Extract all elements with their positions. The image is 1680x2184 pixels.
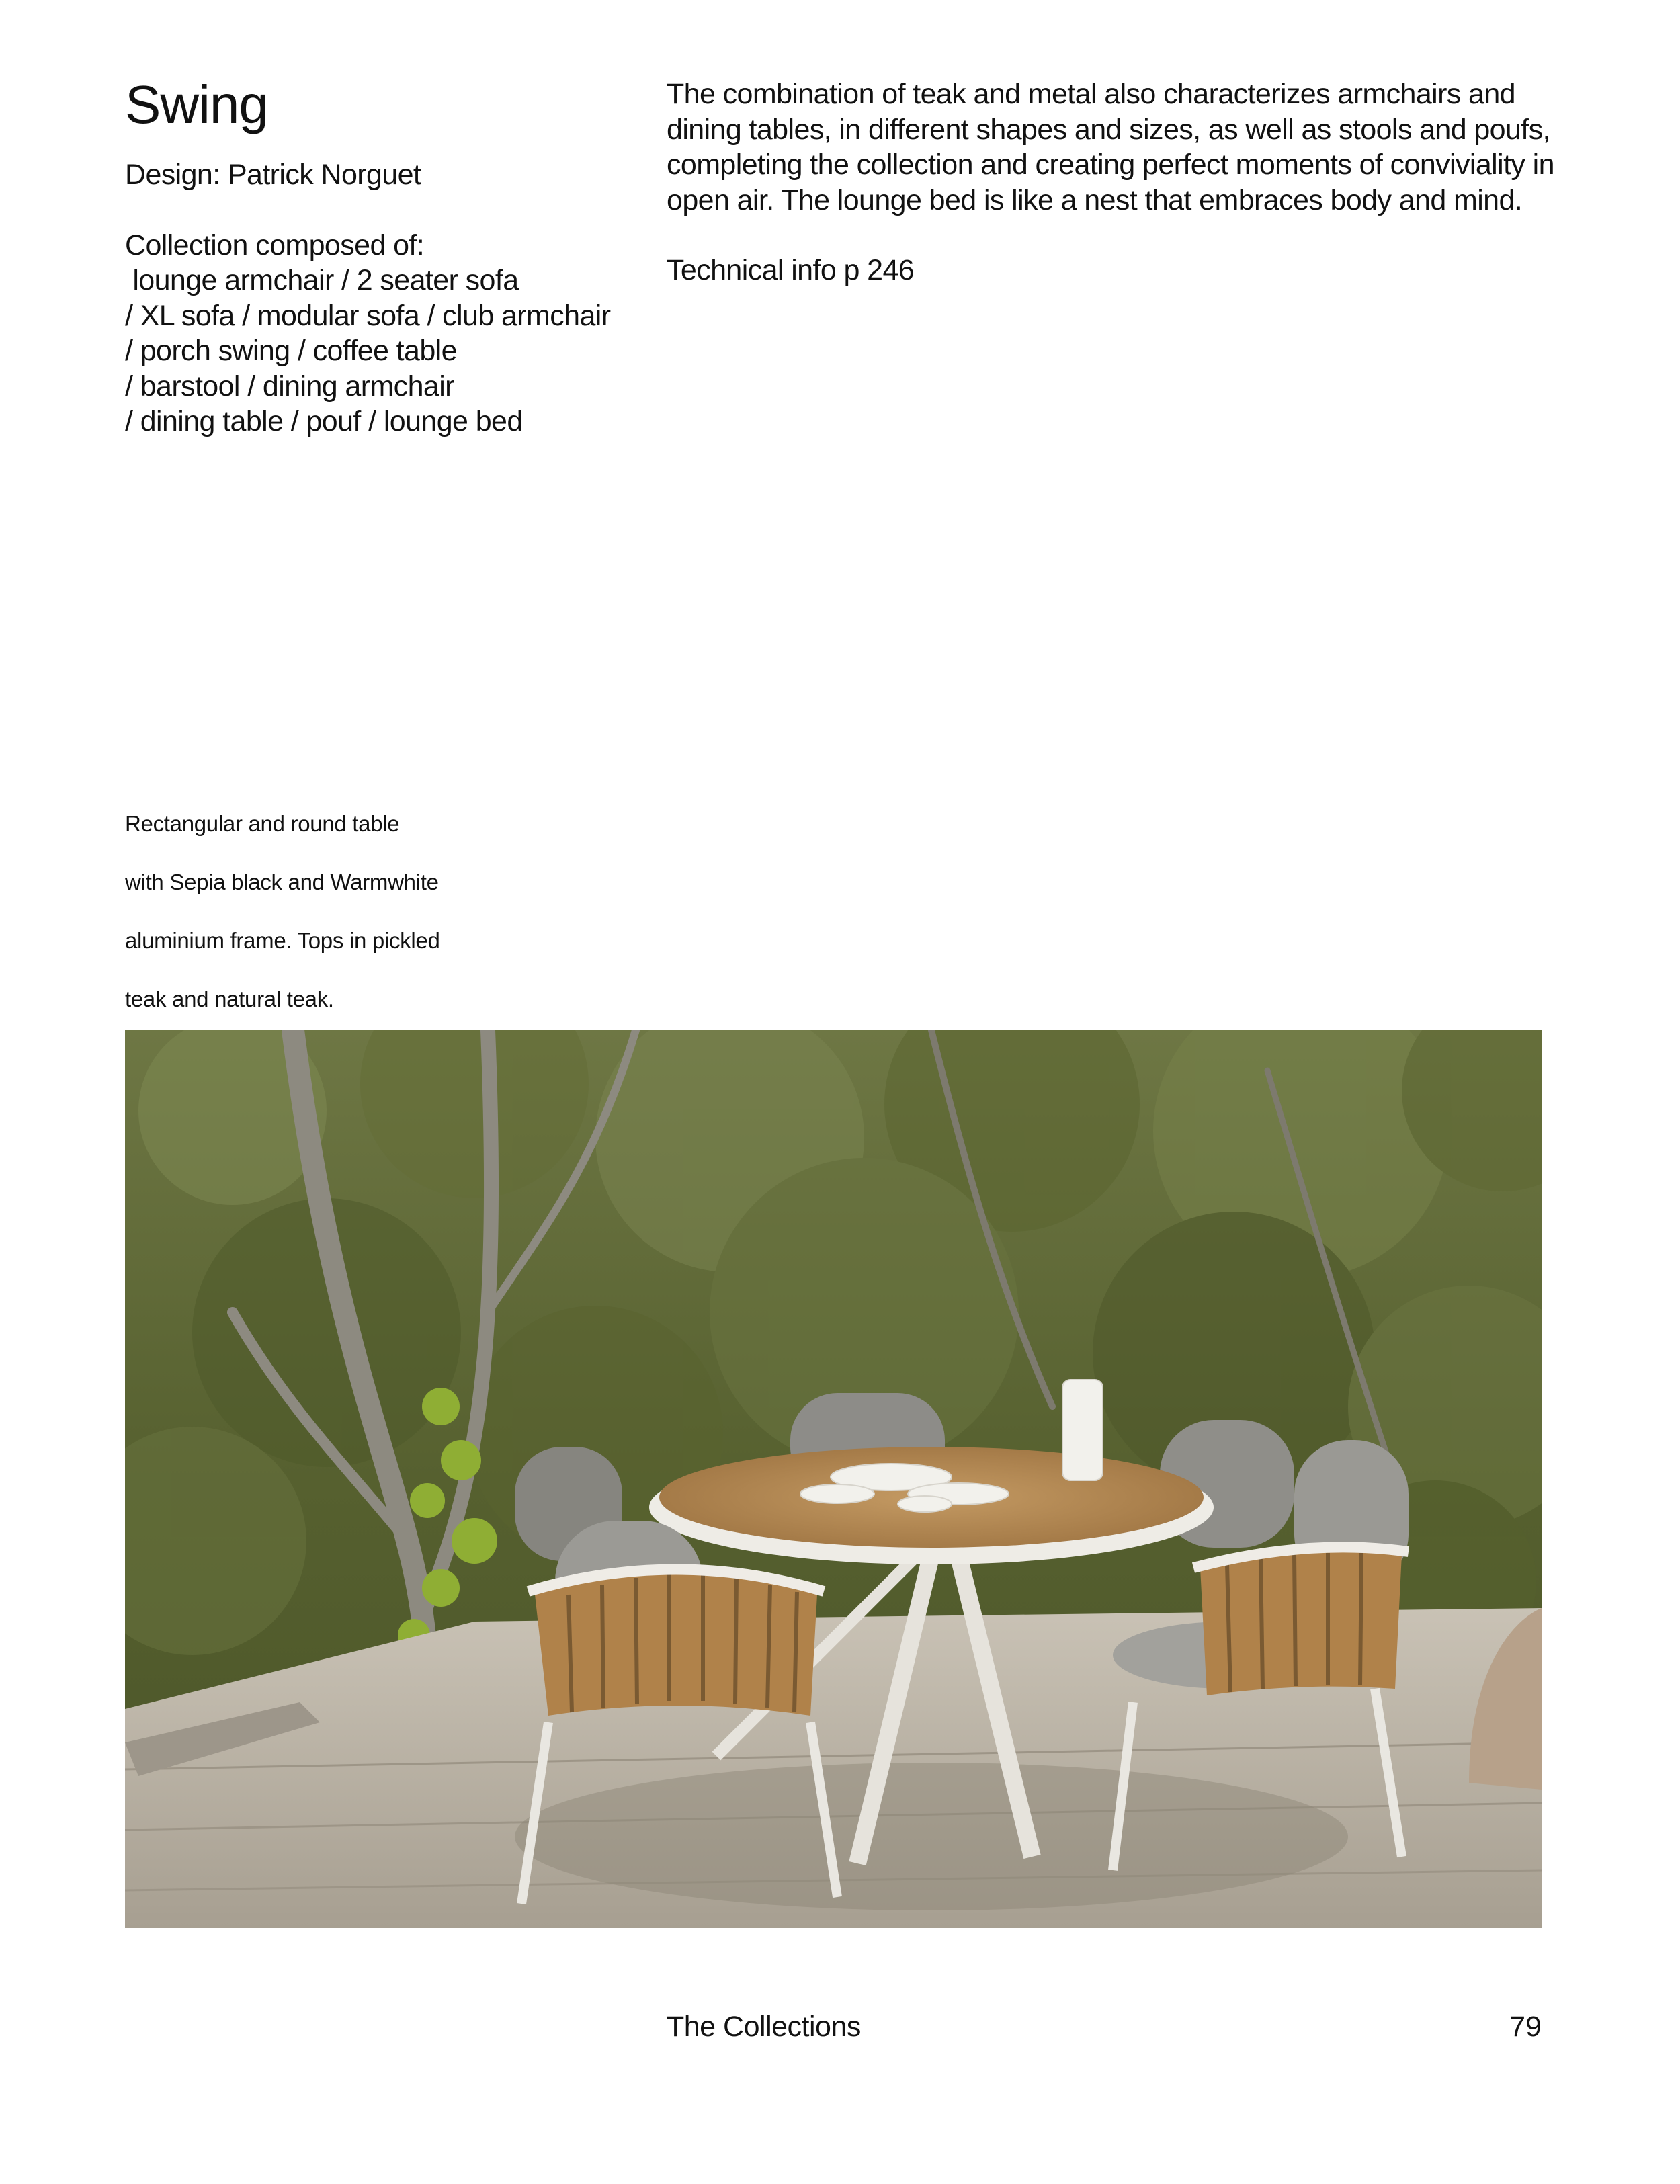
caption-line: teak and natural teak. bbox=[125, 986, 334, 1012]
intro-line: open air. The lounge bed is like a nest that embraces body and mind. bbox=[667, 183, 1523, 216]
table-shadow bbox=[515, 1763, 1348, 1910]
collection-info bbox=[125, 157, 636, 439]
footer-section-title: The Collections bbox=[667, 2011, 861, 2043]
product-photo bbox=[125, 1030, 1542, 1928]
collection-line: / dining table / pouf / lounge bed bbox=[125, 405, 523, 437]
page-title: Swing bbox=[125, 75, 268, 134]
intro-line: The combination of teak and metal also characterizes armchairs and bbox=[667, 78, 1515, 110]
collection-line: / barstool / dining armchair bbox=[125, 370, 454, 403]
caption-line: aluminium frame. Tops in pickled bbox=[125, 927, 440, 953]
description bbox=[667, 77, 1567, 288]
collection-line: / porch swing / coffee table bbox=[125, 335, 457, 367]
page-number: 79 bbox=[1509, 2011, 1542, 2043]
collection-line: / XL sofa / modular sofa / club armchair bbox=[125, 299, 611, 332]
designer-credit: Design: Patrick Norguet bbox=[125, 159, 421, 191]
intro-line: dining tables, in different shapes and sizes, as well as stools and poufs, bbox=[667, 113, 1550, 146]
collection-line: lounge armchair / 2 seater sofa bbox=[125, 264, 519, 296]
collection-heading: Collection composed of: bbox=[125, 228, 425, 261]
caption-line: with Sepia black and Warmwhite bbox=[125, 869, 439, 894]
caption-line: Rectangular and round table bbox=[125, 810, 400, 836]
technical-info-reference: Technical info p 246 bbox=[667, 254, 915, 286]
intro-line: completing the collection and creating perfect moments of conviviality in bbox=[667, 149, 1554, 181]
